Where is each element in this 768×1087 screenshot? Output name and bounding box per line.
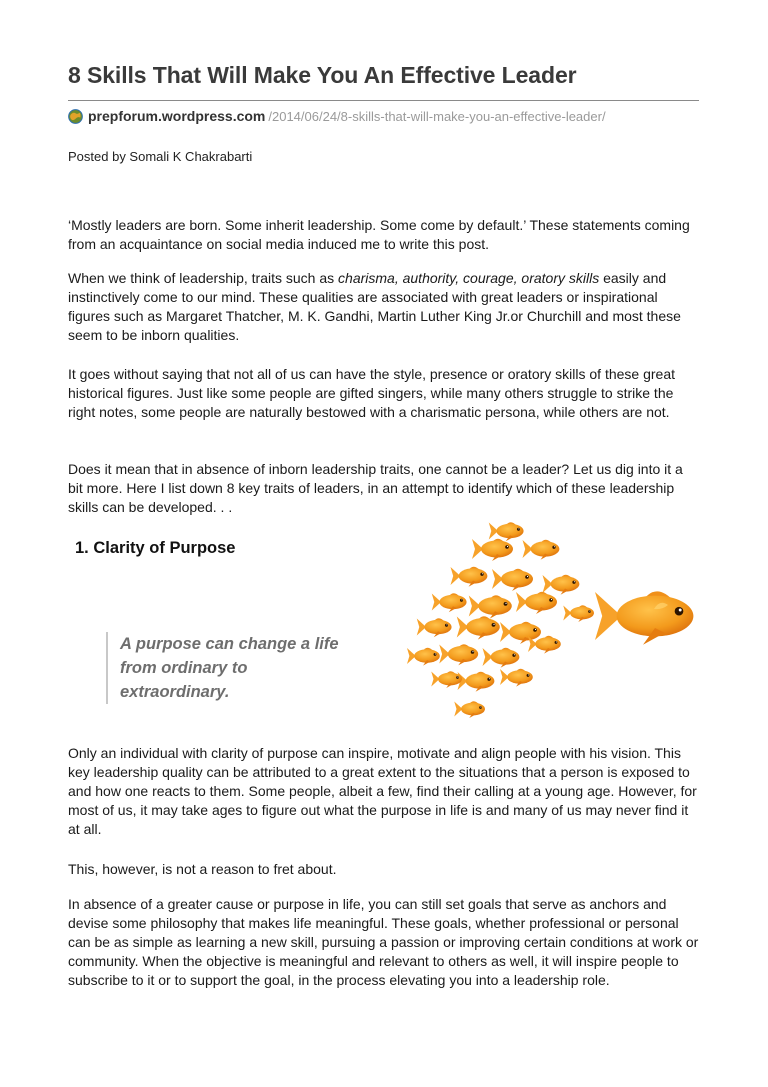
paragraph-set-goals: In absence of a greater cause or purpose in life, you can still set goals that serve as anchors and devise some philosophy that makes life meaningful. These goals, whether professional or personal can be as simple as learning a new skill, pursuing a passion or improving certain conditions at work or community. When the objective is meaningful and relevant to others as well, it will inspire people to subscribe to it or to support the goal, in the process elevating you into a leadership role. [68, 896, 699, 988]
pull-quote: A purpose can change a life from ordinary to extraordinary. [106, 632, 360, 704]
paragraph-traits [68, 269, 699, 345]
goldfish-school-image [355, 509, 700, 725]
paragraph-clarity-purpose: Only an individual with clarity of purpose can inspire, motivate and align people with his vision. This key leadership quality can be attributed to a great extent to the situations that a person is exposed to and how one reacts to them. Some people, albeit a few, find their calling at a young age. However, for most of us, it may take ages to figure out what the purpose in life is and many of us may never find it at all. [68, 745, 697, 837]
paragraph-traits-start: When we think of leadership, traits such as [68, 270, 339, 286]
source-domain-link[interactable]: prepforum.wordpress.com [88, 108, 266, 124]
article-title: 8 Skills That Will Make You An Effective Leader [68, 62, 577, 88]
title-divider [68, 100, 699, 101]
source-line [68, 107, 606, 125]
paragraph-intro: ‘Mostly leaders are born. Some inherit leadership. Some come by default.’ These statements coming from an acquaintance on social media induced me to write this post. [68, 217, 690, 252]
source-path-link[interactable]: /2014/06/24/8-skills-that-will-make-you-an-effective-leader/ [268, 108, 606, 124]
byline: Posted by Somali K Chakrabarti [68, 149, 253, 164]
paragraph-not-to-fret: This, however, is not a reason to fret about. [68, 861, 337, 877]
small-fish-school [407, 522, 594, 718]
wordpress-globe-icon [68, 109, 83, 124]
paragraph-key-traits: Does it mean that in absence of inborn leadership traits, one cannot be a leader? Let us dig into it a bit more. Here I list down 8 key traits of leaders, in an attempt to identify which of these leadership skills can be developed. . . [68, 461, 683, 515]
traits-italic-text: charisma, authority, courage, oratory skills [338, 270, 600, 286]
section-heading-clarity: 1. Clarity of Purpose [75, 539, 236, 557]
leader-fish [595, 591, 693, 644]
paragraph-traits-end: easily and instinctively come to our mind. These qualities are associated with great leaders or inspirational figures such as Margaret Thatcher, M. K. Gandhi, Martin Luther King Jr.or Churchill and most these seem to be inborn qualities. [68, 270, 681, 343]
paragraph-historical-figures: It goes without saying that not all of us can have the style, presence or oratory skills of these great historical figures. Just like some people are gifted singers, while many others struggle to strike the right notes, some people are naturally bestowed with a charismatic persona, while others are not. [68, 366, 675, 420]
